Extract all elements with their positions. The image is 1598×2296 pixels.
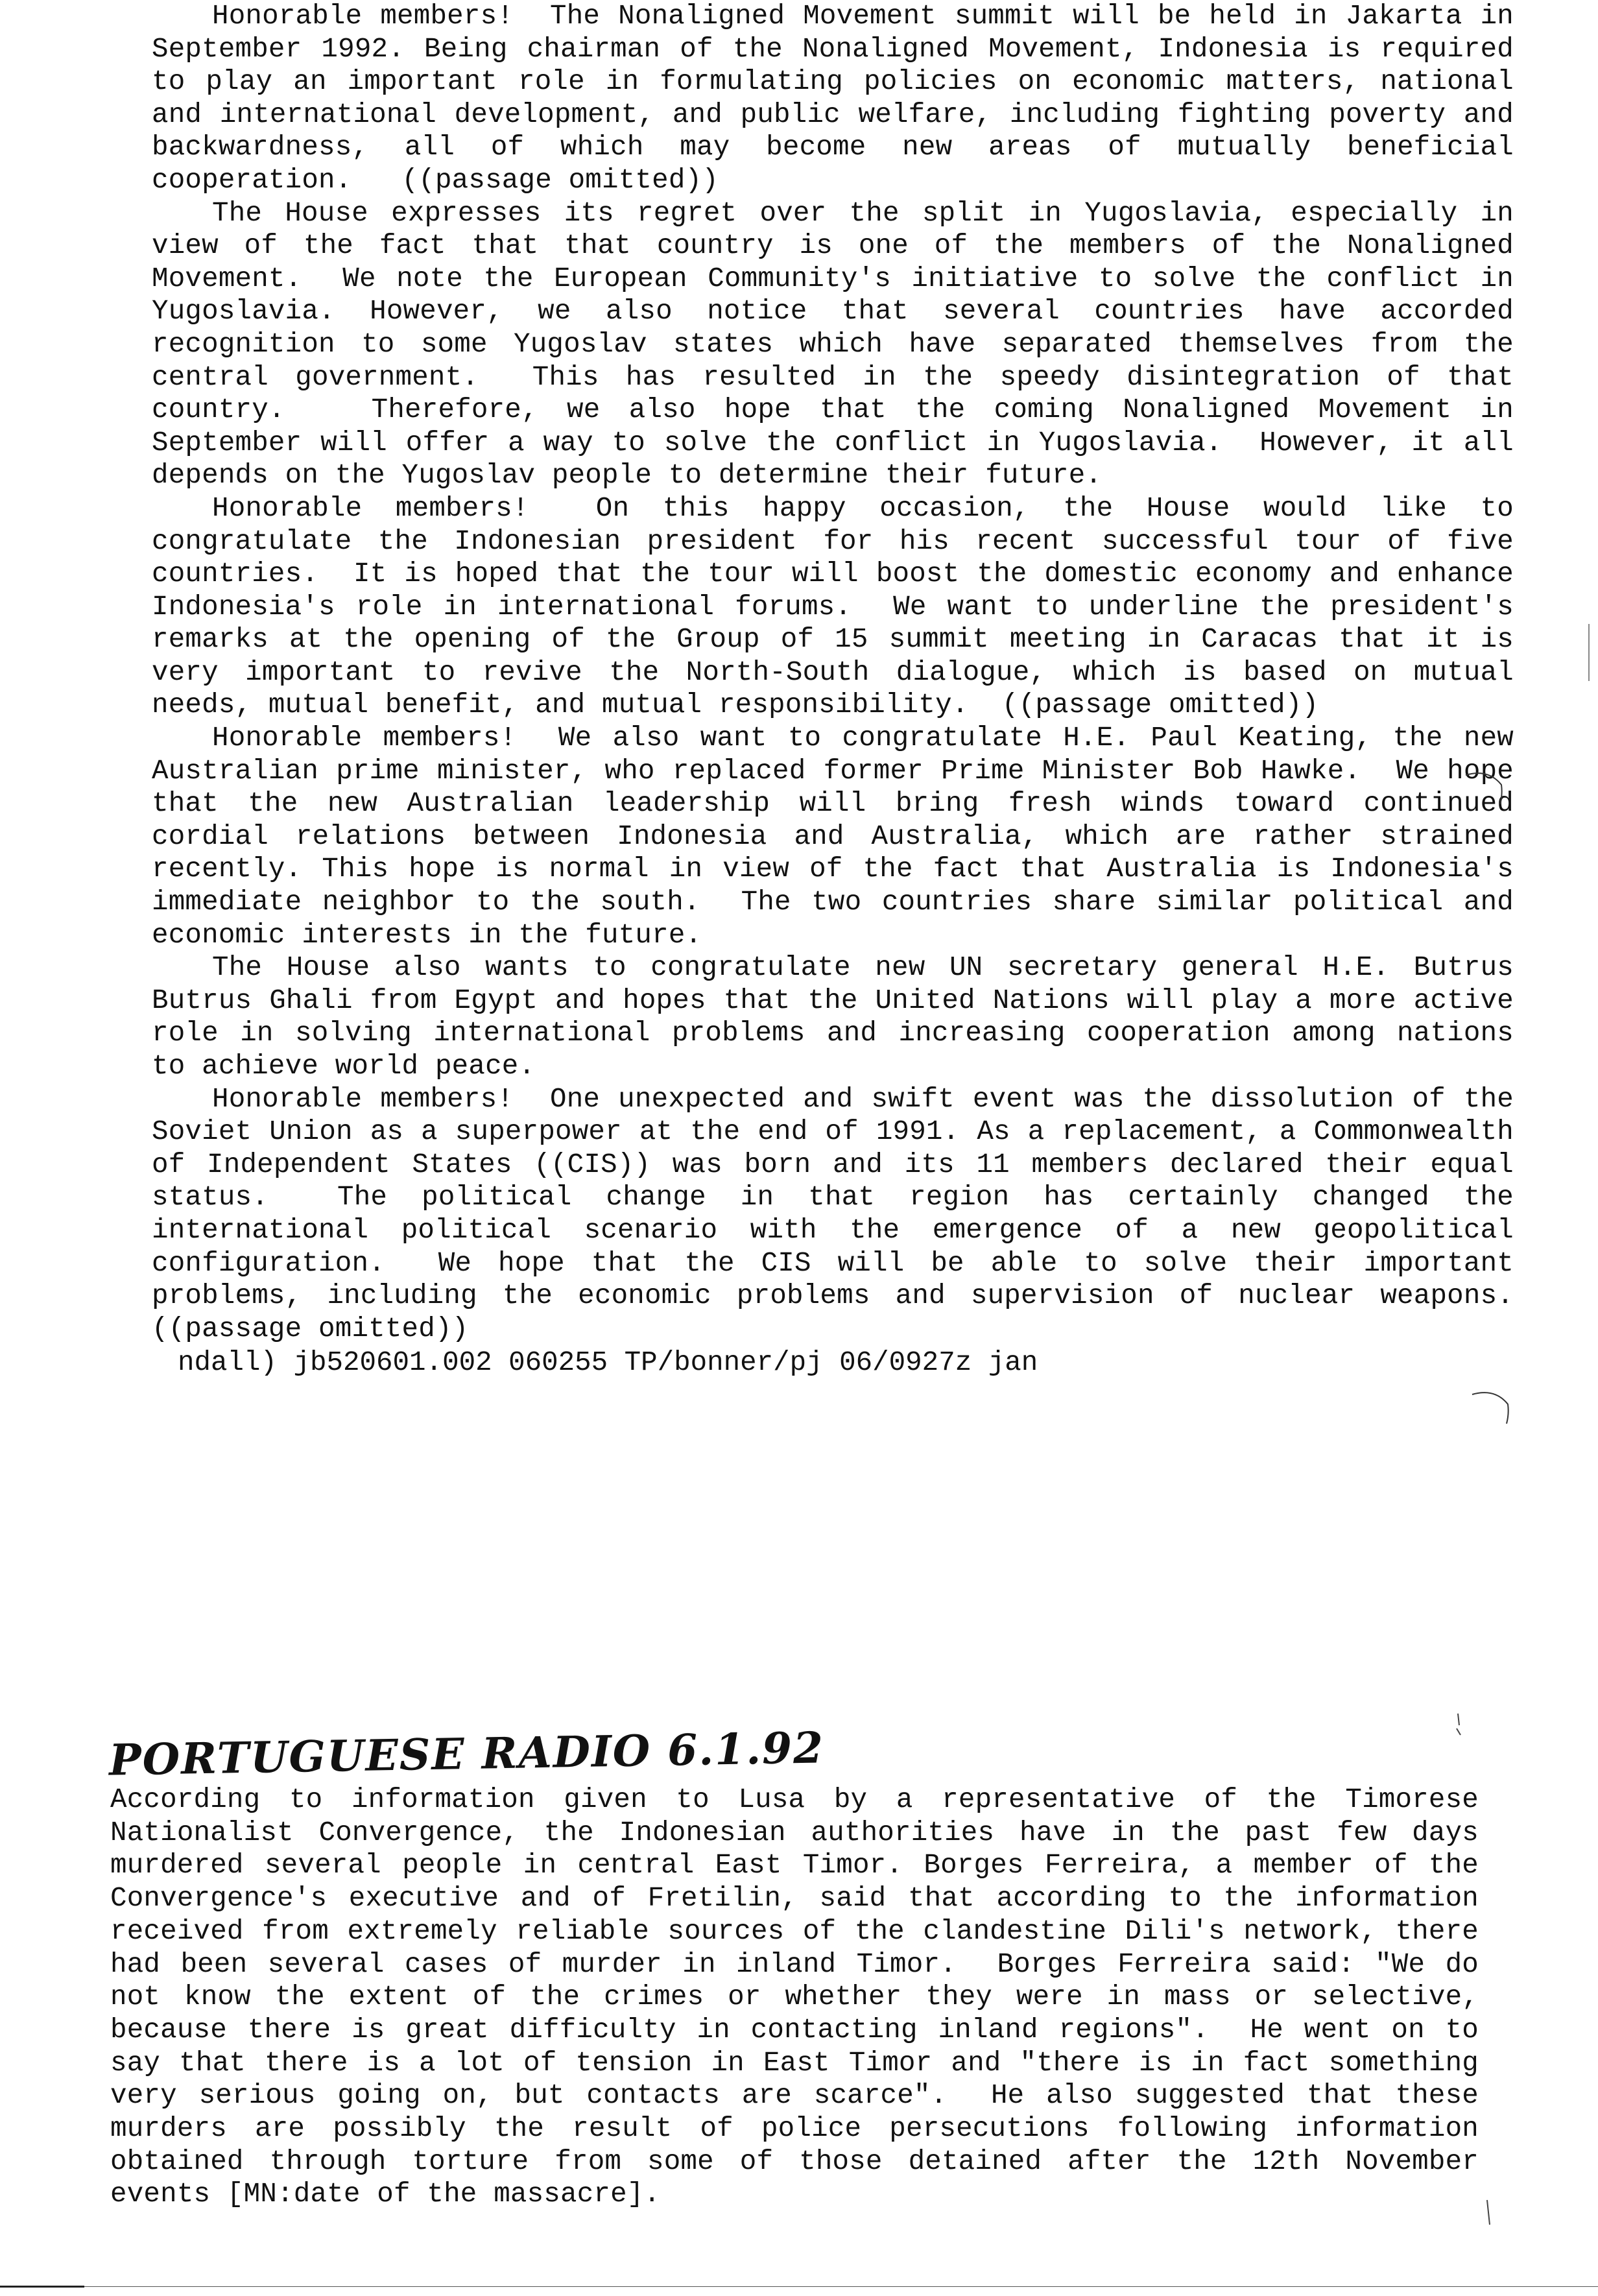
parliament-speech-section bbox=[152, 0, 1531, 1379]
routing-line: ndall) jb520601.002 060255 TP/bonner/pj 06/0927z jan bbox=[178, 1347, 1038, 1379]
margin-bracket-mark bbox=[1469, 1388, 1514, 1427]
scan-speck-mark bbox=[1482, 2199, 1495, 2231]
scan-edge-line bbox=[84, 2286, 1598, 2287]
paragraph-un-secretary: The House also wants to congratulate new UN secretary general H.E. Butrus Butrus Ghali from Egypt and hopes that the United Nations will play a more active role in solving international problems and increasing cooperation among nations to achieve world peace. bbox=[152, 952, 1531, 1082]
paragraph-nonaligned-summit: Honorable members! The Nonaligned Movement summit will be held in Jakarta in September 1992. Being chairman of the Nonaligned Movement, Indonesia is required to play an important role in formulating policies on economic matters, national and international development, and public welfare, including fighting poverty and backwardness, all of which may become new areas of mutually beneficial cooperation. ((passage omitted)) bbox=[152, 1, 1531, 196]
paragraph-president-tour: Honorable members! On this happy occasion, the House would like to congratulate the Indonesian president for his recent successful tour of five countries. It is hoped that the tour will boost the domestic economy and enhance Indonesia's role in international forums. We want to underline the president's remarks at the opening of the Group of 15 summit meeting in Caracas that it is very important to revive the North-South dialogue, which is based on mutual needs, mutual benefit, and mutual responsibility. ((passage omitted)) bbox=[152, 492, 1531, 721]
paragraph-soviet-union: Honorable members! One unexpected and swift event was the dissolution of the Soviet Union as a superpower at the end of 1991. As a replacement, a Commonwealth of Independent States ((CIS)) was born and its 11 members declared their equal status. The political change in that region has certainly changed the international political scenario with the emergence of a new geopolitical configuration. We hope that the CIS will be able to solve their important problems, including the economic problems and supervision of nuclear weapons. ((passage omitted)) bbox=[152, 1083, 1531, 1345]
scan-speck-mark bbox=[1453, 1712, 1466, 1738]
scan-speck-mark bbox=[1582, 623, 1595, 688]
paragraph-yugoslavia: The House expresses its regret over the split in Yugoslavia, especially in view of the fact that that country is one of the members of the Nonaligned Movement. We note the European Community's initiative to solve the conflict in Yugoslavia. However, we also notice that several countries have accorded recognition to some Yugoslav states which have separated themselves from the central government. This has resulted in the speedy disintegration of that country. Therefore, we also hope that the coming Nonaligned Movement in September will offer a way to solve the conflict in Yugoslavia. However, it all depends on the Yugoslav people to determine their future. bbox=[152, 197, 1531, 492]
margin-bracket-mark bbox=[1462, 769, 1508, 807]
paragraph-australia: Honorable members! We also want to congratulate H.E. Paul Keating, the new Australian prime minister, who replaced former Prime Minister Bob Hawke. We hope that the new Australian leadership will bring fresh winds toward continued cordial relations between Indonesia and Australia, which are rather strained recently. This hope is normal in view of the fact that Australia is Indonesia's immediate neighbor to the south. The two countries share similar political and economic interests in the future. bbox=[152, 723, 1531, 951]
portuguese-radio-section bbox=[110, 1784, 1496, 2211]
paragraph-timor-report: According to information given to Lusa by a representative of the Timorese Nationalist Convergence, the Indonesian authorities have in the past few days murdered several people in central East Timor. Borges Ferreira, a member of the Convergence's executive and of Fretilin, said that according to the information received from extremely reliable sources of the clandestine Dili's network, there had been several cases of murder in inland Timor. Borges Ferreira said: "We do not know the extent of the crimes or whether they were in mass or selective, because there is great difficulty in contacting inland regions". He went on to say that there is a lot of tension in East Timor and "there is in fact something very serious going on, but contacts are scarce". He also suggested that these murders are possibly the result of police persecutions following information obtained through torture from some of those detained after the 12th November events [MN:date of the massacre]. bbox=[110, 1784, 1496, 2210]
handwritten-heading: PORTUGUESE RADIO 6.1.92 bbox=[108, 1722, 825, 1786]
scan-edge-line bbox=[0, 2286, 84, 2288]
